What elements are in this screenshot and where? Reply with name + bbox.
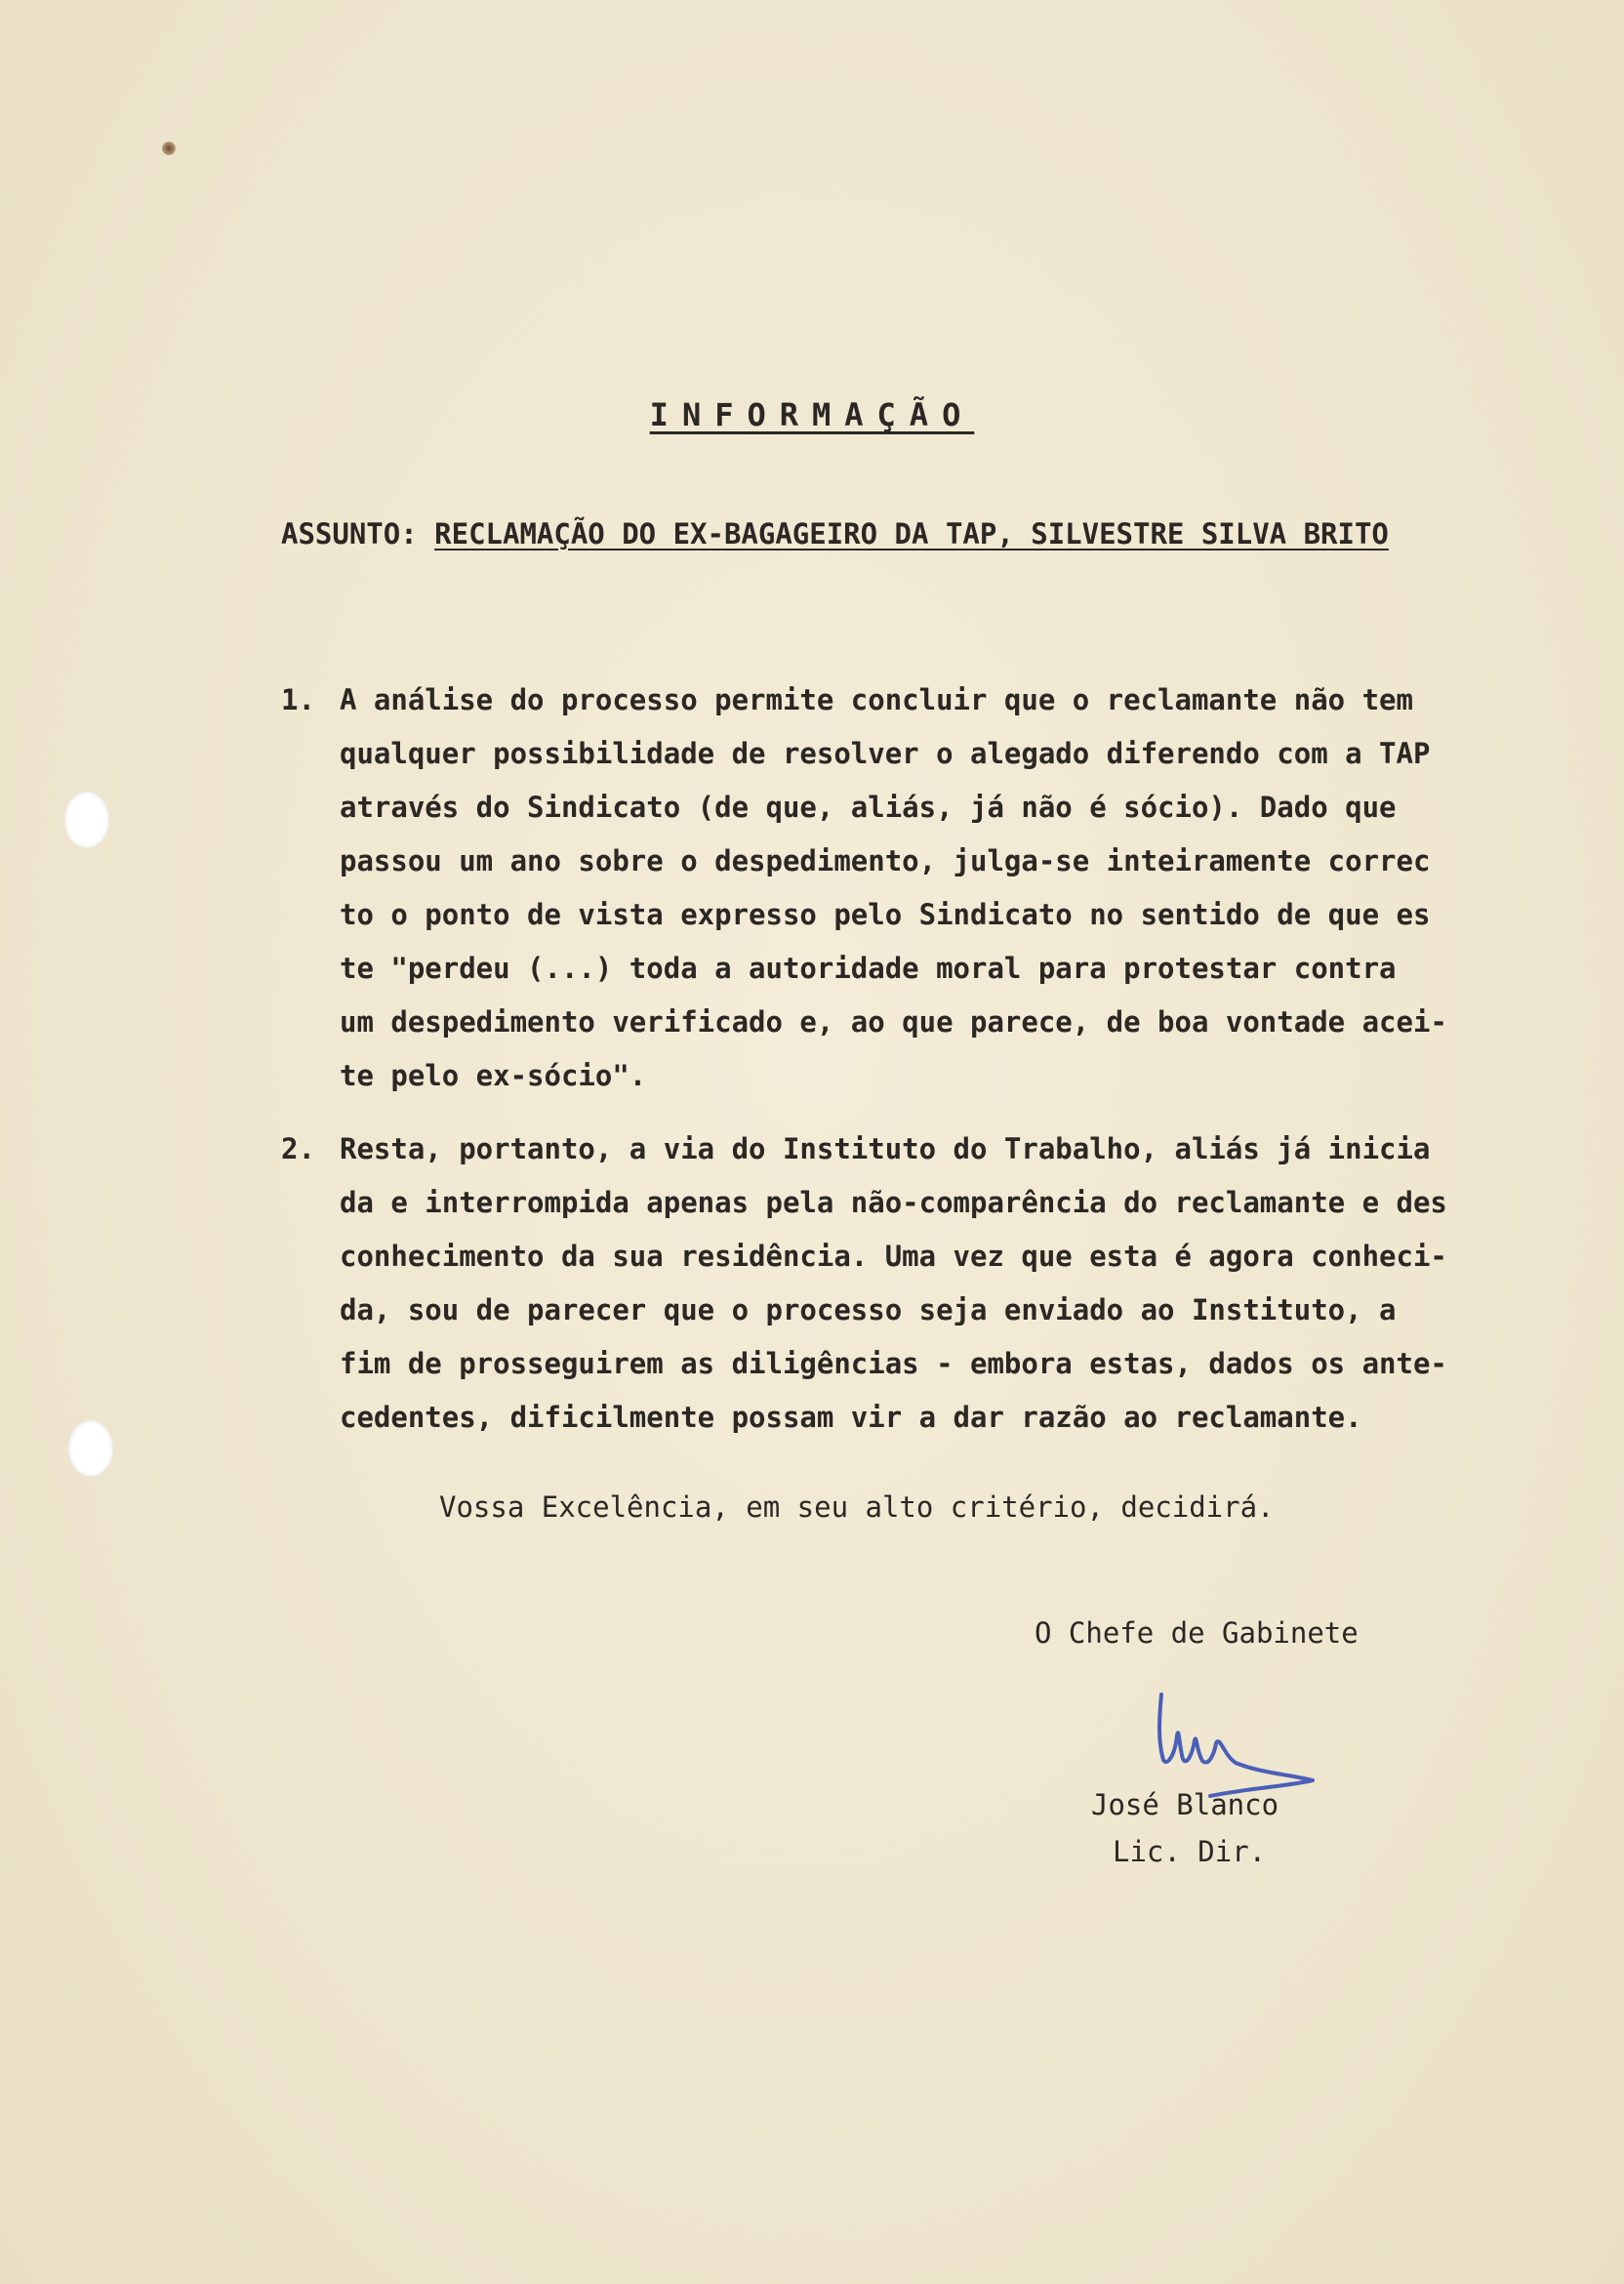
punch-hole-bottom — [68, 1420, 113, 1477]
subject-label: ASSUNTO: — [281, 517, 418, 551]
paragraph-number: 1. — [281, 683, 315, 716]
paragraph-1 — [281, 673, 1589, 1103]
handwritten-signature — [1142, 1687, 1327, 1804]
paragraph-line: conhecimento da sua residência. Uma vez que esta é agora conheci- — [340, 1240, 1447, 1273]
paragraph-number: 2. — [281, 1132, 315, 1165]
paragraph-line: da e interrompida apenas pela não-comparência do reclamante e des — [340, 1186, 1447, 1219]
paragraph-line: Resta, portanto, a via do Instituto do Trabalho, aliás já inicia — [340, 1132, 1431, 1165]
paragraph-line: fim de prosseguirem as diligências - embora estas, dados os ante- — [340, 1347, 1447, 1380]
paragraph-line: um despedimento verificado e, ao que parece, de boa vontade acei- — [340, 1005, 1447, 1039]
rust-stain-mark — [162, 142, 176, 155]
paragraph-2 — [281, 1122, 1589, 1445]
paragraph-line: te "perdeu (...) toda a autoridade moral para protestar contra — [340, 952, 1397, 985]
closing-sentence: Vossa Excelência, em seu alto critério, decidirá. — [439, 1490, 1275, 1524]
punch-hole-top — [64, 792, 109, 848]
subject-text: RECLAMAÇÃO DO EX-BAGAGEIRO DA TAP, SILVESTRE SILVA BRITO — [434, 517, 1389, 551]
paragraph-line: to o ponto de vista expresso pelo Sindicato no sentido de que es — [340, 898, 1431, 931]
paragraph-line: te pelo ex-sócio". — [340, 1059, 647, 1092]
signatory-title: O Chefe de Gabinete — [1035, 1616, 1359, 1650]
paragraph-line: da, sou de parecer que o processo seja enviado ao Instituto, a — [340, 1293, 1397, 1326]
paragraph-line: através do Sindicato (de que, aliás, já não é sócio). Dado que — [340, 791, 1397, 824]
subject-line — [281, 517, 1550, 551]
paragraph-line: qualquer possibilidade de resolver o alegado diferendo com a TAP — [340, 737, 1431, 770]
paragraph-line: cedentes, dificilmente possam vir a dar razão ao reclamante. — [340, 1401, 1362, 1434]
signatory-degree: Lic. Dir. — [1113, 1835, 1267, 1868]
signatory-name: José Blanco — [1091, 1788, 1279, 1821]
document-title: INFORMAÇÃO — [649, 396, 975, 433]
paragraph-line: A análise do processo permite concluir que o reclamante não tem — [340, 683, 1413, 716]
paragraph-line: passou um ano sobre o despedimento, julga-se inteiramente correc — [340, 844, 1431, 877]
